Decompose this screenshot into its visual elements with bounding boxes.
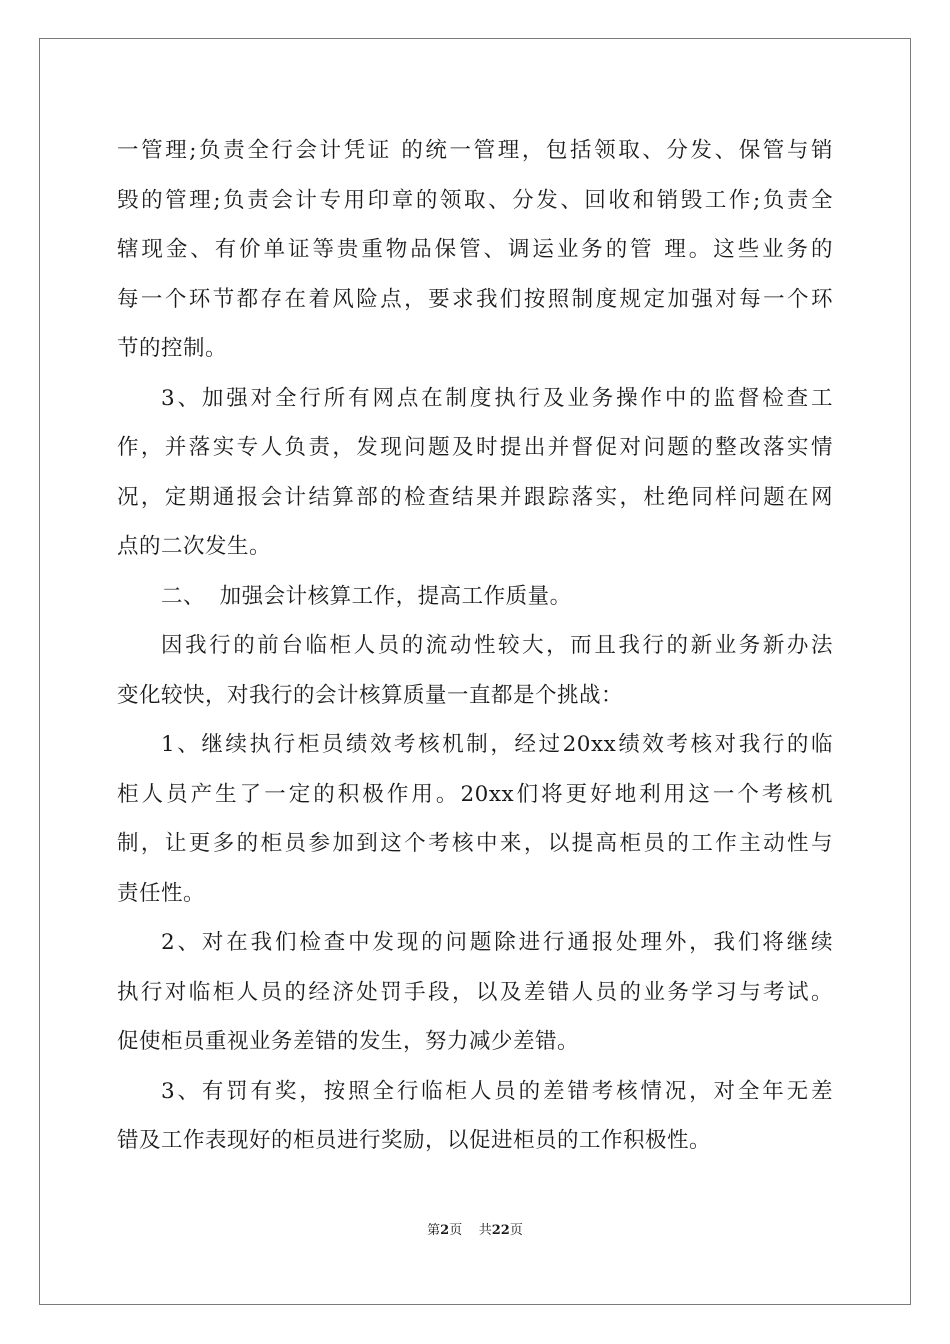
page-prefix: 第 — [427, 1223, 441, 1238]
text-line: 错及工作表现好的柜员进行奖励，以促进柜员的工作积极性。 — [117, 1128, 712, 1153]
paragraph-start-line: 3、有罚有奖，按照全行临柜人员的差错考核情况，对全年无差 — [161, 1078, 833, 1104]
paragraph-start-line: 2、对在我们检查中发现的问题除进行通报处理外，我们将继续 — [161, 930, 833, 955]
text-line: 促使柜员重视业务差错的发生，努力减少差错。 — [117, 1029, 580, 1054]
text-line: 辖现金、有价单证等贵重物品保管、调运业务的管 理。这些业务的 — [117, 237, 833, 262]
page-suffix: 页 — [449, 1223, 463, 1238]
document-body — [117, 126, 833, 1166]
text-line: 变化较快，对我行的会计核算质量一直都是个挑战： — [117, 682, 624, 708]
text-line: 制，让更多的柜员参加到这个考核中来，以提高柜员的工作主动性与 — [117, 831, 833, 856]
text-line: 责任性。 — [117, 880, 206, 906]
paragraph-start-line: 1、继续执行柜员绩效考核机制，经过20xx绩效考核对我行的临 — [161, 732, 833, 757]
total-pages: 22 — [491, 1223, 510, 1238]
page-number: 2 — [440, 1223, 450, 1238]
text-line: 一管理;负责全行会计凭证 的统一管理，包括领取、分发、保管与销 — [117, 138, 833, 163]
total-prefix: 共 — [478, 1223, 492, 1238]
page-footer — [0, 1219, 950, 1238]
text-line: 作，并落实专人负责，发现问题及时提出并督促对问题的整改落实情 — [117, 435, 833, 460]
text-line: 柜人员产生了一定的积极作用。20xx们将更好地利用这一个考核机 — [117, 781, 833, 807]
text-line: 点的二次发生。 — [117, 534, 272, 559]
total-suffix: 页 — [509, 1223, 523, 1238]
paragraph-start-line: 3、加强对全行所有网点在制度执行及业务操作中的监督检查工 — [161, 385, 833, 411]
text-line: 每一个环节都存在着风险点，要求我们按照制度规定加强对每一个环 — [117, 286, 833, 312]
section-heading: 二、 加强会计核算工作，提高工作质量。 — [161, 583, 572, 609]
paragraph-start-line: 因我行的前台临柜人员的流动性较大，而且我行的新业务新办法 — [161, 633, 833, 658]
text-line: 节的控制。 — [117, 336, 228, 361]
text-line: 况，定期通报会计结算部的检查结果并跟踪落实，杜绝同样问题在网 — [117, 484, 833, 510]
text-line: 毁的管理;负责会计专用印章的领取、分发、回收和销毁工作;负责全 — [117, 187, 833, 213]
text-line: 执行对临柜人员的经济处罚手段，以及差错人员的业务学习与考试。 — [117, 979, 833, 1005]
